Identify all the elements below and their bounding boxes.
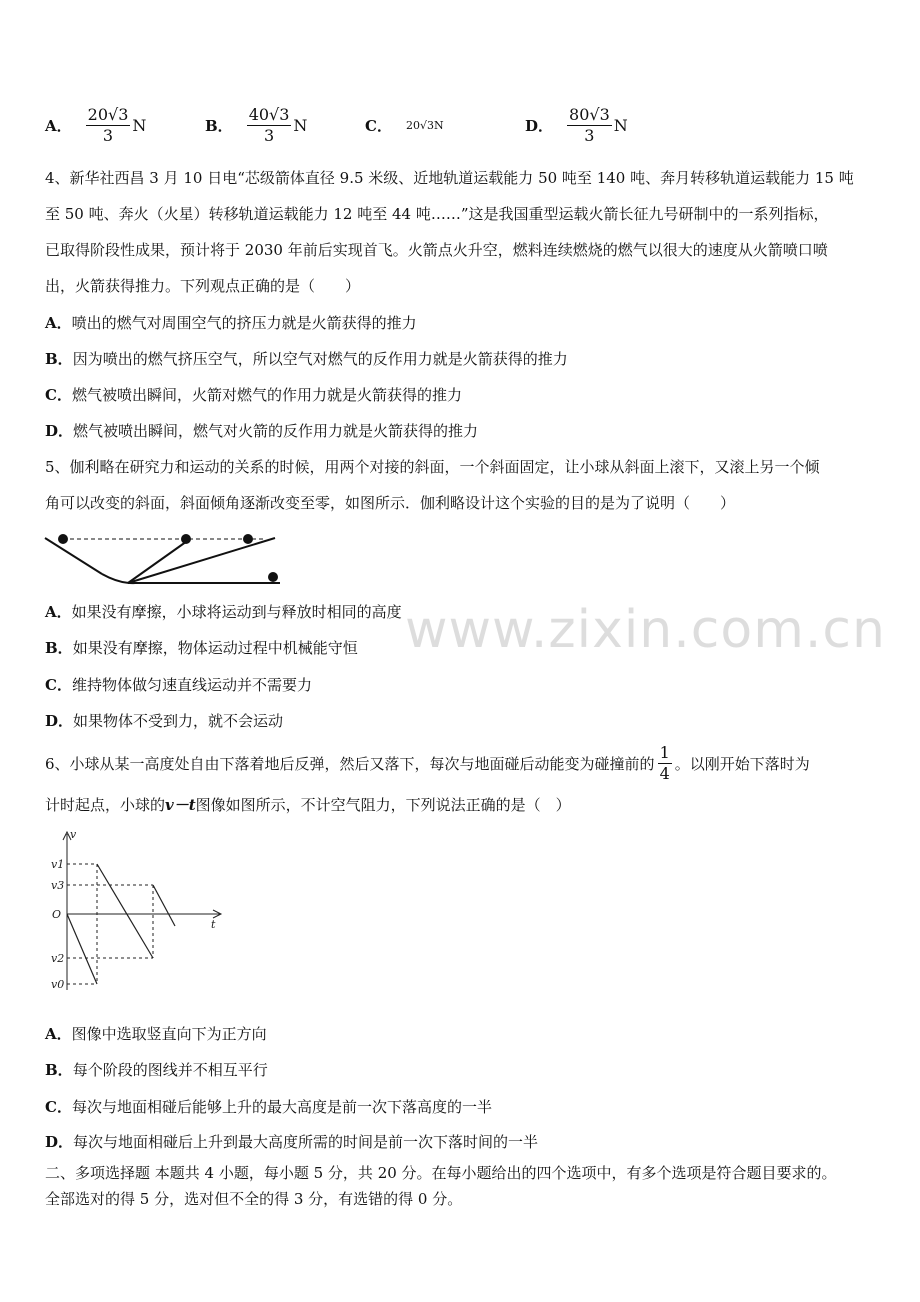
q5-option-d [45, 711, 283, 731]
fraction-denominator: 3 [102, 125, 114, 145]
rebound-2 [153, 885, 175, 926]
q6-text: 图像如图所示，不计空气阻力，下列说法正确的是（ ） [195, 796, 571, 814]
fraction [247, 105, 292, 146]
section2-heading-line-1: 二、多项选择题 本题共 4 小题，每小题 5 分，共 20 分。在每小题给出的四个选项中，有多个选项是符合题目要求的。 [45, 1164, 837, 1182]
q6-option-a [45, 1024, 267, 1044]
q6-text-after: 。以刚开始下落时为 [674, 754, 810, 773]
option-label: D． [45, 712, 74, 730]
origin-label: O [52, 908, 62, 921]
q4-option-d [45, 421, 478, 441]
option-label: B． [45, 1061, 73, 1079]
fraction-one-quarter [658, 743, 672, 784]
fraction-numerator: 80√3 [569, 104, 610, 124]
watermark: www.zixin.com.cn [405, 600, 886, 660]
q6-text: 计时起点，小球的 [45, 796, 166, 814]
v0-label: v0 [51, 978, 65, 991]
option-text: 如果没有摩擦，物体运动过程中机械能守恒 [72, 639, 358, 657]
q3-options [45, 100, 885, 150]
q4-stem-line-4: 出，火箭获得推力。下列观点正确的是（ ） [45, 277, 361, 295]
fraction-denominator: 3 [584, 125, 595, 145]
q6-option-b [45, 1060, 268, 1080]
vt-symbol: v－t [165, 796, 196, 814]
option-label: A． [45, 603, 72, 621]
ball-steep [181, 534, 191, 544]
option-label: D． [525, 116, 554, 135]
q6-option-d [45, 1132, 538, 1152]
unit: N [132, 115, 147, 135]
option-label: D． [45, 422, 74, 440]
v2-label: v2 [51, 952, 65, 965]
q3-option-a [45, 100, 146, 150]
fraction-denominator: 4 [659, 763, 670, 783]
option-text: 每次与地面相碰后上升到最大高度所需的时间是前一次下落时间的一半 [73, 1133, 539, 1151]
q4-stem-line-2: 至 50 吨、奔火（火星）转移轨道运载能力 12 吨至 44 吨……”这是我国重型运载火箭长征九号研制中的一系列指标， [45, 205, 829, 223]
option-label: B． [45, 350, 73, 368]
q5-stem-line-2: 角可以改变的斜面，斜面倾角逐渐改变至零，如图所示．伽利略设计这个实验的目的是为了说明（ ） [45, 494, 736, 512]
option-text: 20√3N [405, 118, 444, 132]
fraction-denominator: 3 [263, 125, 275, 145]
option-label: C． [365, 116, 392, 135]
q4-option-a [45, 313, 417, 333]
option-text: 喷出的燃气对周围空气的挤压力就是火箭获得的推力 [71, 314, 417, 332]
option-label: C． [45, 386, 72, 404]
option-label: C． [45, 1098, 72, 1116]
fraction-numerator: 1 [659, 742, 670, 762]
v1-label: v1 [51, 858, 65, 871]
q6-text-before: 6、小球从某一高度处自由下落着地后反弹，然后又落下，每次与地面碰后动能变为碰撞前的 [45, 754, 655, 773]
q4-stem-line-1: 4、新华社西昌 3 月 10 日电“芯级箭体直径 9.5 米级、近地轨道运载能力 50 吨至 140 吨、奔月转移轨道运载能力 15 吨 [45, 169, 854, 187]
fraction-numerator: 20√3 [87, 104, 129, 124]
fraction [86, 105, 131, 146]
option-text: 如果没有摩擦，小球将运动到与释放时相同的高度 [71, 603, 402, 621]
option-label: A． [45, 1025, 72, 1043]
q5-option-b [45, 638, 358, 658]
t-axis-label: t [211, 918, 216, 931]
q6-option-c [45, 1097, 492, 1117]
unit: N [613, 115, 628, 135]
rebound-1 [97, 864, 153, 958]
steep-incline [128, 539, 190, 583]
q4-stem-line-3: 已取得阶段性成果，预计将于 2030 年前后实现首飞。火箭点火升空，燃料连续燃烧的燃气以很大的速度从火箭喷口喷 [45, 241, 828, 259]
fraction-numerator: 40√3 [248, 104, 290, 124]
fall-1 [67, 914, 97, 984]
gentle-incline [128, 538, 275, 583]
option-text: 维持物体做匀速直线运动并不需要力 [71, 676, 312, 694]
q3-option-c [365, 100, 444, 150]
q5-incline-diagram [40, 528, 290, 590]
ball-start [58, 534, 68, 544]
q6-stem-line-2 [45, 795, 571, 815]
q3-option-d [525, 100, 628, 150]
option-text: 因为喷出的燃气挤压空气，所以空气对燃气的反作用力就是火箭获得的推力 [72, 350, 568, 368]
q6-vt-graph [45, 828, 235, 996]
ball-horizontal [268, 572, 278, 582]
q4-option-b [45, 349, 568, 369]
option-text: 燃气被喷出瞬间，火箭对燃气的作用力就是火箭获得的推力 [71, 386, 462, 404]
option-text: 每次与地面相碰后能够上升的最大高度是前一次下落高度的一半 [71, 1098, 492, 1116]
option-label: B． [45, 639, 73, 657]
option-text: 如果物体不受到力，就不会运动 [73, 712, 284, 730]
option-text: 燃气被喷出瞬间，燃气对火箭的反作用力就是火箭获得的推力 [73, 422, 479, 440]
q3-option-b [205, 100, 307, 150]
option-label: C． [45, 676, 72, 694]
q5-option-c [45, 675, 312, 695]
option-label: D． [45, 1133, 74, 1151]
unit: N [293, 115, 308, 135]
v3-label: v3 [51, 879, 65, 892]
section2-heading-line-2: 全部选对的得 5 分，选对但不全的得 3 分，有选错的得 0 分。 [45, 1190, 463, 1208]
option-text: 图像中选取竖直向下为正方向 [71, 1025, 267, 1043]
fixed-incline [45, 538, 102, 574]
option-text: 每个阶段的图线并不相互平行 [72, 1061, 268, 1079]
q6-stem-line-1 [45, 740, 810, 786]
q5-stem-line-1: 5、伽利略在研究力和运动的关系的时候，用两个对接的斜面，一个斜面固定，让小球从斜面上滚下，又滚上另一个倾 [45, 458, 820, 476]
option-label: A． [45, 314, 72, 332]
option-label: B． [205, 116, 233, 135]
v-axis-label: v [70, 828, 77, 841]
option-label: A． [45, 116, 72, 135]
fraction [567, 105, 612, 146]
q4-option-c [45, 385, 462, 405]
ball-gentle [243, 534, 253, 544]
q5-option-a [45, 602, 402, 622]
